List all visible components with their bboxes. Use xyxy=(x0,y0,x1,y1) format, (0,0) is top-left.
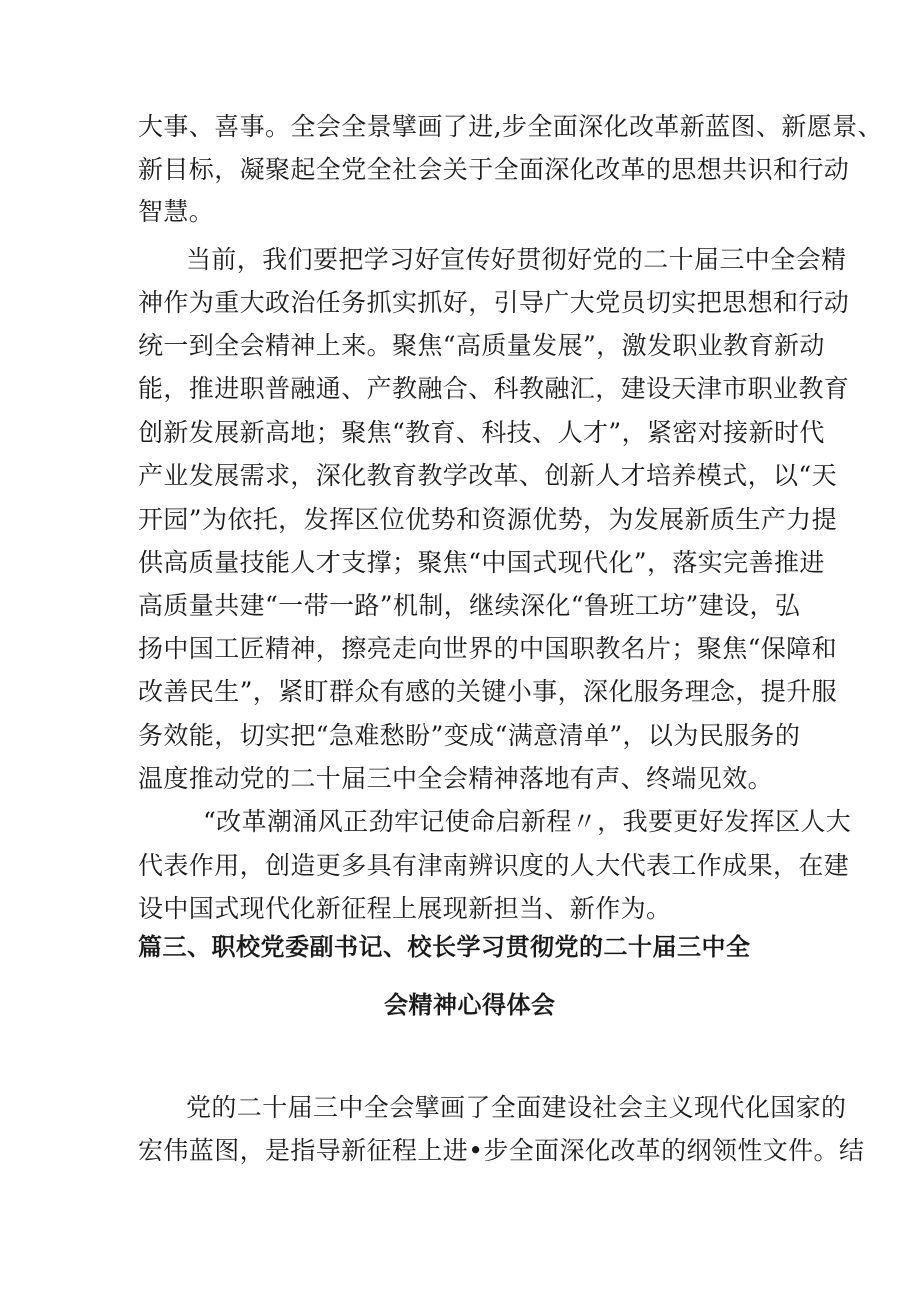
text-line: 当前，我们要把学习好宣传好贯彻好党的二十届三中全会精 xyxy=(186,245,847,274)
text-line: 供高质量技能人才支撑；聚焦“中国式现代化”，落实完善推进 xyxy=(138,548,825,577)
text-line: 改善民生”，紧盯群众有感的关键小事，深化服务理念，提升服 xyxy=(138,677,837,706)
text-line: 代表作用，创造更多具有津南辨识度的人大代表工作成果，在建 xyxy=(138,851,850,880)
text-line: 开园”为依托，发挥区位优势和资源优势，为发展新质生产力提 xyxy=(138,505,837,534)
text-line: 务效能，切实把“急难愁盼”变成“满意清单”，以为民服务的 xyxy=(138,721,801,750)
text-line: 产业发展需求，深化教育教学改革、创新人才培养模式，以“天 xyxy=(138,461,837,490)
text-line: 党的二十届三中全会擘画了全面建设社会主义现代化国家的 xyxy=(186,1093,847,1122)
text-line: 统一到全会精神上来。聚焦“高质量发展”，激发职业教育新动 xyxy=(138,331,825,360)
text-line: 神作为重大政治任务抓实抓好，引导广大党员切实把思想和行动 xyxy=(138,288,850,317)
section-heading-line2: 会精神心得体会 xyxy=(384,991,556,1019)
text-line: 创新发展新高地；聚焦“教育、科技、人才”，紧密对接新时代 xyxy=(138,418,825,447)
text-line: 能，推进职普融通、产教融合、科教融汇，建设天津市职业教育 xyxy=(138,374,850,403)
text-line: 高质量共建“一带一路”机制，继续深化“鲁班工坊”建设，弘 xyxy=(138,591,801,620)
text-line: 新目标，凝聚起全党全社会关于全面深化改革的思想共识和行动 xyxy=(138,155,850,184)
text-line: 大事、喜事。全会全景擘画了进,步全面深化改革新蓝图、新愿景、 xyxy=(138,112,883,141)
text-line: 设中国式现代化新征程上展现新担当、新作为。 xyxy=(138,894,672,923)
text-line: “改革潮涌风正劲牢记使命启新程〃，我要更好发挥区人大 xyxy=(203,807,852,836)
text-line: 智慧。 xyxy=(138,197,215,226)
text-line: 扬中国工匠精神，擦亮走向世界的中国职教名片；聚焦“保障和 xyxy=(138,634,837,663)
text-line: 温度推动党的二十届三中全会精神落地有声、终端见效。 xyxy=(138,764,774,793)
text-line: 宏伟蓝图，是指导新征程上进•步全面深化改革的纲领性文件。结 xyxy=(138,1136,865,1165)
section-heading-line1: 篇三、职校党委副书记、校长学习贯彻党的二十届三中全 xyxy=(138,933,751,961)
